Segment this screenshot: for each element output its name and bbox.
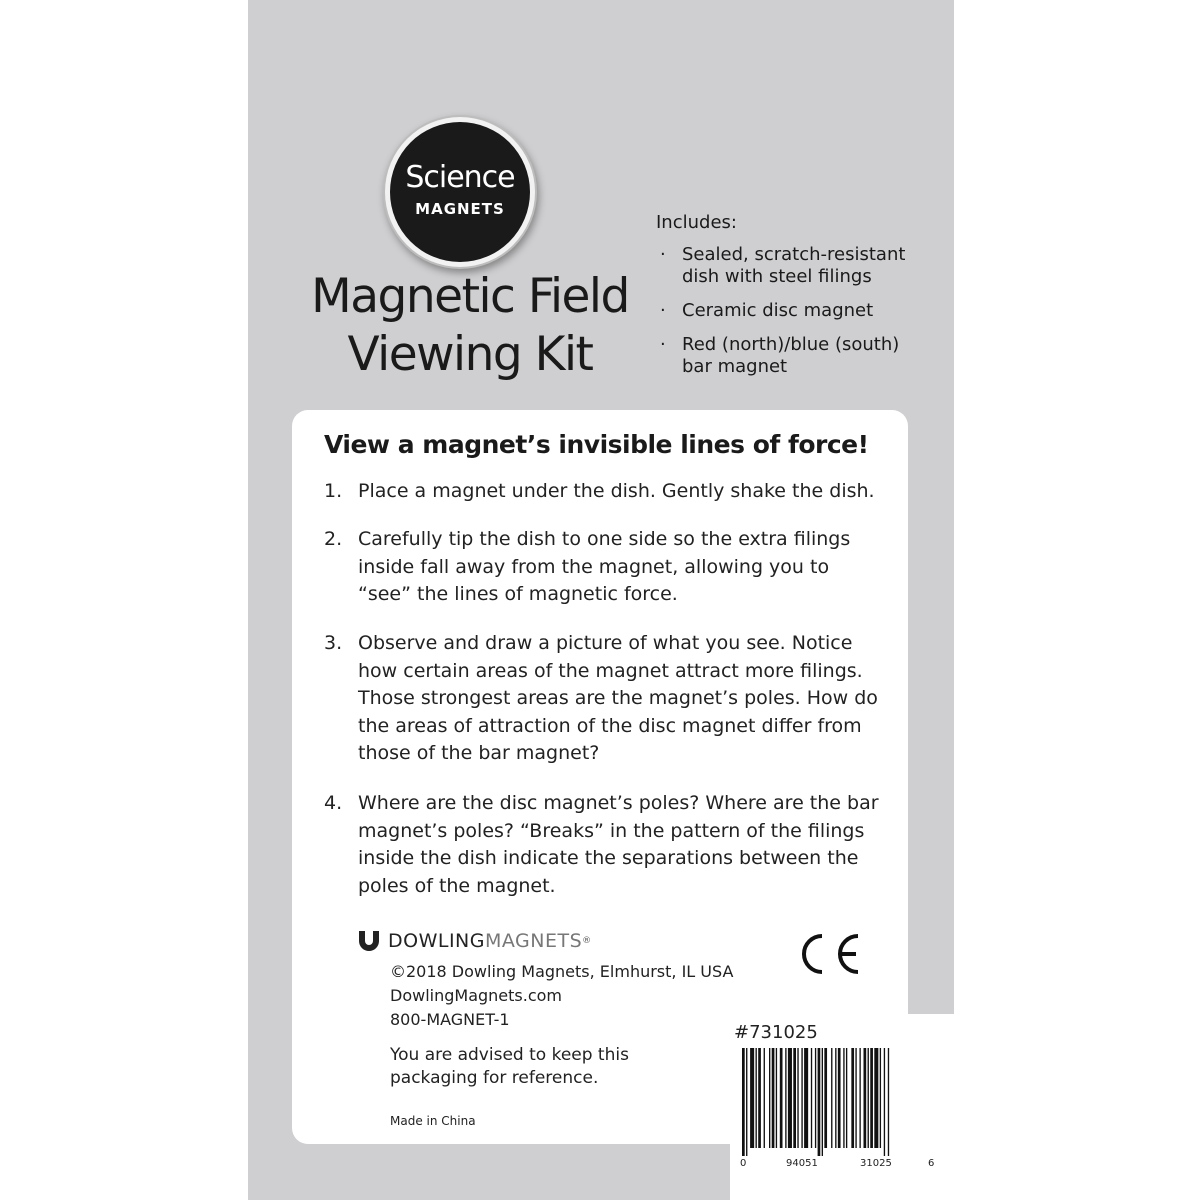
barcode-bar xyxy=(888,1048,889,1156)
barcode-bar xyxy=(874,1048,878,1148)
instruction-step xyxy=(324,478,884,506)
barcode-bar xyxy=(822,1048,823,1156)
barcode-bar xyxy=(769,1048,770,1148)
bullet: · xyxy=(660,334,666,355)
barcode-bar xyxy=(851,1048,854,1148)
instruction-step xyxy=(324,630,884,768)
phone: 800-MAGNET-1 xyxy=(390,1010,510,1029)
barcode-bar xyxy=(772,1048,775,1148)
barcode-bar xyxy=(756,1048,757,1148)
barcode-bar xyxy=(846,1048,847,1148)
include-text: Sealed, scratch-resistant dish with steel filings xyxy=(682,244,906,287)
barcode-bar xyxy=(758,1048,761,1148)
barcode-bar xyxy=(811,1048,812,1148)
step-text: Where are the disc magnet’s poles? Where are the bar magnet’s poles? “Breaks” in the pattern of the filings inside the dish indicate the separations between the poles of the magnet. xyxy=(358,792,879,897)
barcode-bar xyxy=(824,1048,827,1148)
step-text: Observe and draw a picture of what you see. Notice how certain areas of the magnet attract more filings. Those strongest areas are the magnet’s poles. How do the areas of attraction of the disc magnet differ from those of the bar magnet? xyxy=(358,632,878,764)
dowling-magnets-brand xyxy=(356,928,591,954)
step-number: 4. xyxy=(324,792,343,814)
bullet: · xyxy=(660,300,666,321)
includes-heading: Includes: xyxy=(656,212,737,233)
barcode-bar xyxy=(804,1048,808,1148)
barcode-bar xyxy=(884,1048,885,1156)
website: DowlingMagnets.com xyxy=(390,986,562,1005)
barcode-bar xyxy=(815,1048,816,1148)
barcode-bar xyxy=(835,1048,836,1148)
instruction-step xyxy=(324,526,884,609)
bullet: · xyxy=(660,244,666,265)
barcode-bar xyxy=(831,1048,832,1148)
barcode-bar xyxy=(780,1048,783,1148)
barcode-bar xyxy=(742,1048,745,1156)
copyright: ©2018 Dowling Magnets, Elmhurst, IL USA xyxy=(390,962,734,981)
step-text: Carefully tip the dish to one side so the extra filings inside fall away from the magnet, allowing you to “see” the lines of magnetic force. xyxy=(358,528,851,605)
registered-mark: ® xyxy=(582,936,592,946)
ce-mark xyxy=(798,930,868,978)
packaging-advice: You are advised to keep this packaging for reference. xyxy=(390,1045,629,1088)
barcode-digit: 31025 xyxy=(860,1158,892,1169)
product-title xyxy=(305,268,635,384)
includes-list xyxy=(656,212,926,390)
barcode-bar xyxy=(801,1048,802,1148)
brand-name-a: DOWLING xyxy=(388,930,485,952)
logo-line1: Science xyxy=(405,160,515,195)
contact-info xyxy=(390,960,733,1032)
instruction-step xyxy=(324,790,884,900)
include-text: Red (north)/blue (south) bar magnet xyxy=(682,334,900,377)
step-number: 1. xyxy=(324,480,343,502)
barcode-bar xyxy=(859,1048,860,1148)
barcode-bar xyxy=(785,1048,786,1148)
barcode-bar xyxy=(750,1048,754,1148)
product-code: #731025 xyxy=(734,1022,818,1043)
barcode-bar xyxy=(776,1048,777,1148)
logo-line2: MAGNETS xyxy=(415,200,505,218)
include-text: Ceramic disc magnet xyxy=(682,300,874,321)
barcode-digit: 6 xyxy=(928,1158,935,1169)
horseshoe-magnet-icon xyxy=(356,928,382,954)
list-item xyxy=(656,300,926,322)
barcode-bar xyxy=(843,1048,844,1148)
step-number: 2. xyxy=(324,528,343,550)
barcode-bar xyxy=(855,1048,856,1148)
barcode-bar xyxy=(818,1048,821,1156)
barcode-bar xyxy=(870,1048,873,1148)
brand-name-b: MAGNETS xyxy=(485,930,583,952)
list-item xyxy=(656,244,926,288)
barcode-bar xyxy=(838,1048,841,1148)
barcode xyxy=(740,1048,936,1156)
barcode-bar xyxy=(746,1048,747,1156)
instructions-heading: View a magnet’s invisible lines of force! xyxy=(324,430,869,459)
barcode-digit: 94051 xyxy=(786,1158,818,1169)
made-in: Made in China xyxy=(390,1114,476,1128)
barcode-bar xyxy=(797,1048,798,1148)
barcode-bar xyxy=(788,1048,792,1148)
list-item xyxy=(656,334,926,378)
barcode-bar xyxy=(880,1048,881,1148)
barcode-digit: 0 xyxy=(740,1158,747,1169)
step-number: 3. xyxy=(324,632,343,654)
barcode-bar xyxy=(764,1048,765,1148)
barcode-bar xyxy=(864,1048,867,1148)
step-text: Place a magnet under the dish. Gently shake the dish. xyxy=(358,480,875,502)
title-line2: Viewing Kit xyxy=(347,327,593,382)
science-magnets-logo xyxy=(390,122,530,262)
barcode-bar xyxy=(868,1048,869,1148)
barcode-bar xyxy=(793,1048,796,1148)
title-line1: Magnetic Field xyxy=(311,269,629,324)
